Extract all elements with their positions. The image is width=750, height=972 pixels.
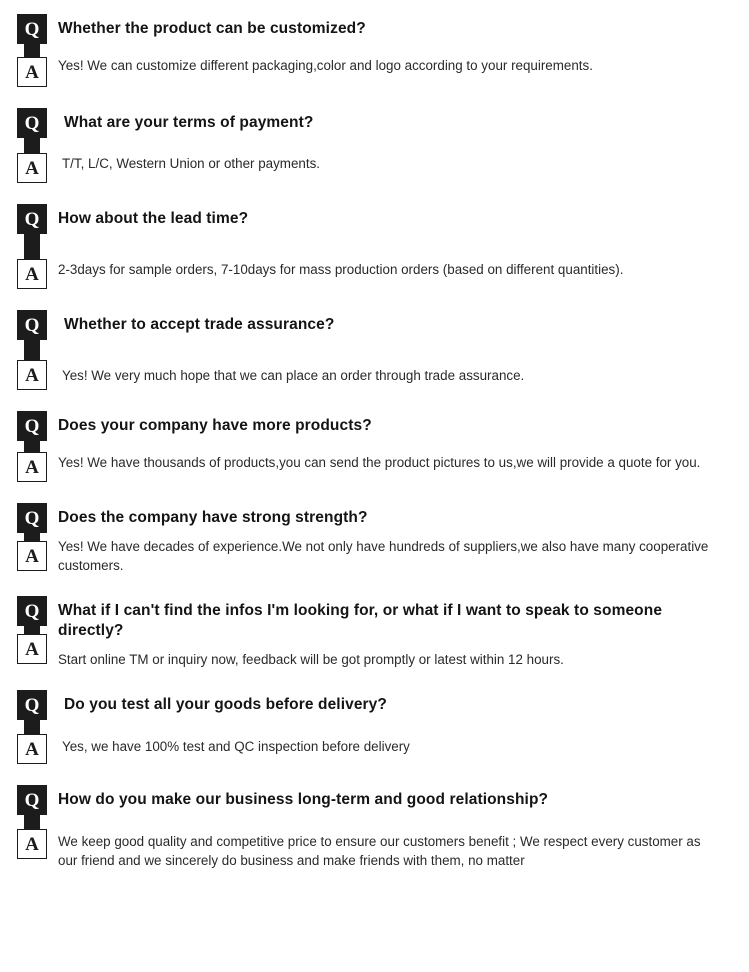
- faq-item: [0, 310, 750, 390]
- badge-connector: [24, 441, 40, 452]
- qa-badge-group: [16, 503, 48, 571]
- faq-answer: 2-3days for sample orders, 7-10days for mass production orders (based on different quantities).: [58, 262, 624, 278]
- badge-connector: [24, 626, 40, 634]
- faq-answer: Start online TM or inquiry now, feedback will be got promptly or latest within 12 hours.: [58, 652, 564, 668]
- faq-answer: Yes! We very much hope that we can place an order through trade assurance.: [62, 368, 525, 384]
- qa-badge-group: [16, 108, 48, 183]
- faq-question: What if I can't find the infos I'm looking for, or what if I want to speak to someone directly?: [58, 602, 663, 639]
- answer-badge-icon: A: [17, 452, 47, 482]
- faq-question: Whether to accept trade assurance?: [64, 316, 335, 333]
- qa-text-block: [58, 14, 716, 75]
- qa-text-block: [58, 108, 716, 173]
- badge-connector: [24, 44, 40, 57]
- answer-badge-icon: A: [17, 153, 47, 183]
- faq-answer: Yes, we have 100% test and QC inspection before delivery: [62, 738, 410, 754]
- qa-badge-group: [16, 690, 48, 764]
- faq-question: Do you test all your goods before delivery?: [64, 696, 387, 714]
- faq-item: [0, 503, 750, 575]
- faq-question: How do you make our business long-term and good relationship?: [58, 791, 549, 809]
- faq-question: Does your company have more products?: [58, 417, 372, 434]
- faq-item: [0, 411, 750, 482]
- faq-item: [0, 108, 750, 183]
- question-badge-icon: Q: [17, 785, 47, 815]
- faq-question: What are your terms of payment?: [64, 114, 314, 131]
- answer-badge-icon: A: [17, 259, 47, 289]
- question-badge-icon: Q: [17, 108, 47, 138]
- qa-text-block: [58, 310, 716, 385]
- faq-item: [0, 596, 750, 669]
- qa-badge-group: [16, 785, 48, 859]
- faq-item: [0, 785, 750, 869]
- faq-answer: T/T, L/C, Western Union or other payments.: [62, 156, 320, 172]
- qa-badge-group: [16, 310, 48, 390]
- qa-badge-group: [16, 596, 48, 664]
- qa-text-block: [58, 785, 716, 869]
- faq-answer: Yes! We can customize different packaging,color and logo according to your requirements.: [58, 58, 593, 74]
- question-badge-icon: Q: [17, 310, 47, 340]
- faq-question: How about the lead time?: [58, 210, 249, 227]
- question-badge-icon: Q: [17, 690, 47, 720]
- badge-connector: [24, 720, 40, 734]
- answer-badge-icon: A: [17, 634, 47, 664]
- question-badge-icon: Q: [17, 411, 47, 441]
- answer-badge-icon: A: [17, 829, 47, 859]
- qa-text-block: [58, 690, 716, 755]
- faq-item: [0, 690, 750, 764]
- top-white-strip: [0, 0, 120, 6]
- faq-item: [0, 204, 750, 289]
- badge-connector: [24, 234, 40, 259]
- question-badge-icon: Q: [17, 14, 47, 44]
- faq-question: Does the company have strong strength?: [58, 509, 368, 526]
- faq-question: Whether the product can be customized?: [58, 20, 366, 37]
- qa-text-block: [58, 503, 716, 575]
- badge-connector: [24, 138, 40, 153]
- qa-badge-group: [16, 204, 48, 289]
- qa-text-block: [58, 204, 716, 279]
- qa-badge-group: [16, 14, 48, 87]
- badge-connector: [24, 815, 40, 829]
- faq-answer: Yes! We have decades of experience.We not only have hundreds of suppliers,we also have many cooperative customers.: [58, 539, 709, 574]
- question-badge-icon: Q: [17, 596, 47, 626]
- faq-answer: Yes! We have thousands of products,you can send the product pictures to us,we will provide a quote for you.: [58, 455, 701, 471]
- badge-connector: [24, 340, 40, 360]
- answer-badge-icon: A: [17, 541, 47, 571]
- faq-item: [0, 14, 750, 87]
- answer-badge-icon: A: [17, 734, 47, 764]
- answer-badge-icon: A: [17, 57, 47, 87]
- qa-text-block: [58, 411, 716, 472]
- question-badge-icon: Q: [17, 204, 47, 234]
- question-badge-icon: Q: [17, 503, 47, 533]
- answer-badge-icon: A: [17, 360, 47, 390]
- qa-text-block: [58, 596, 716, 669]
- badge-connector: [24, 533, 40, 541]
- qa-badge-group: [16, 411, 48, 482]
- faq-answer: We keep good quality and competitive price to ensure our customers benefit ; We respect every customer as our friend and we sincerely do business and make friends with them, no matter: [58, 833, 701, 868]
